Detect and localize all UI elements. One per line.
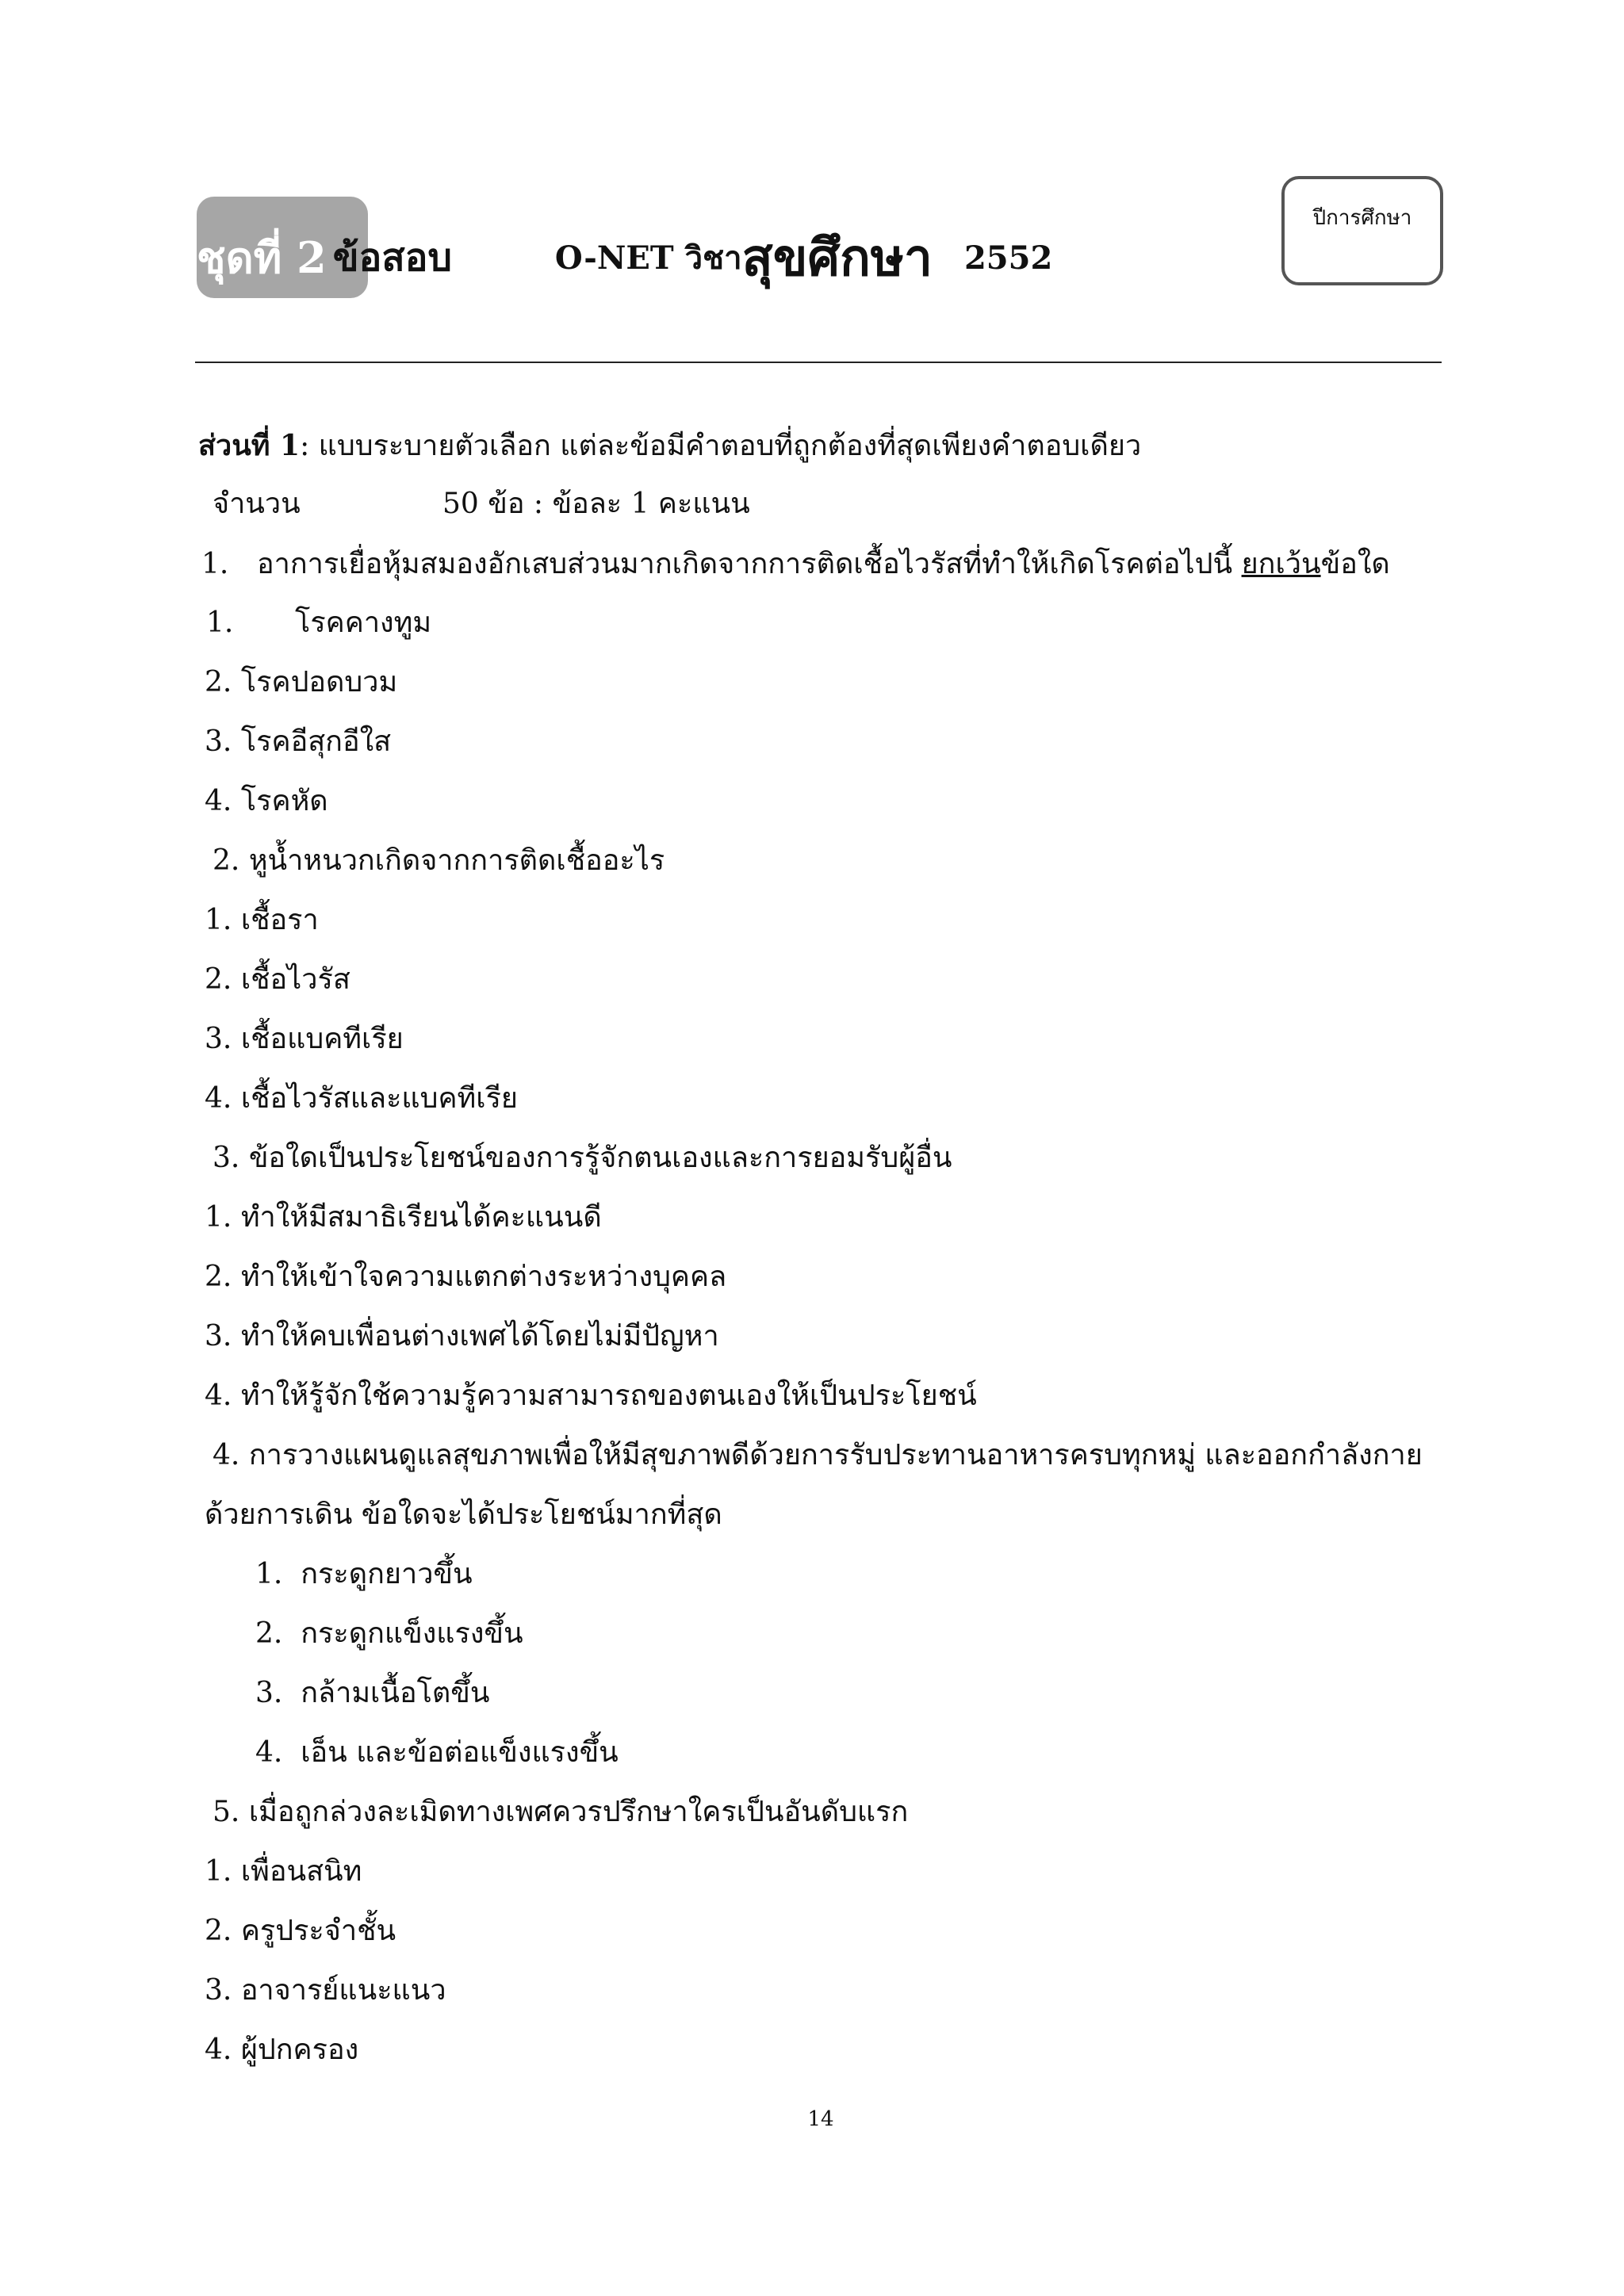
choice-2-1: 1. เชื้อรา <box>205 904 319 936</box>
question-emphasis: ยกเว้น <box>1241 548 1321 580</box>
choice-1-3: 3. โรคอีสุกอีใส <box>205 725 392 758</box>
section-title: ส่วนที่ 1 <box>198 429 301 462</box>
choice-1-4: 4. โรคหัด <box>205 785 328 817</box>
header-divider <box>195 362 1442 363</box>
exam-prefix: O-NET วิชา <box>554 239 742 277</box>
choice-4-3: 3. กล้ามเนื้อโตขึ้น <box>255 1677 490 1709</box>
choice-3-2: 2. ทำให้เข้าใจความแตกต่างระหว่างบุคคล <box>205 1261 727 1293</box>
count-label: จำนวน <box>213 488 301 520</box>
choice-3-3: 3. ทำให้คบเพื่อนต่างเพศได้โดยไม่มีปัญหา <box>205 1320 719 1353</box>
question-number: 1. <box>201 548 229 580</box>
question-3: 3. ข้อใดเป็นประโยชน์ของการรู้จักตนเองและการยอมรับผู้อื่น <box>213 1142 952 1174</box>
choice-4-1: 1. กระดูกยาวขึ้น <box>255 1558 473 1590</box>
choice-1-2: 2. โรคปอดบวม <box>205 666 398 698</box>
choice-2-2: 2. เชื้อไวรัส <box>205 963 350 996</box>
section-heading <box>198 427 1141 465</box>
academic-year-label: ปีการศึกษา <box>1312 206 1412 230</box>
page-number: 14 <box>807 2107 834 2131</box>
exam-header <box>197 214 1052 301</box>
question-5: 5. เมื่อถูกล่วงละเมิดทางเพศควรปรึกษาใครเป็นอันดับแรก <box>213 1796 909 1828</box>
choice-5-1: 1. เพื่อนสนิท <box>205 1855 362 1888</box>
question-1 <box>201 545 1390 584</box>
section-description: : แบบระบายตัวเลือก แต่ละข้อมีคำตอบที่ถูกต้องที่สุดเพียงคำตอบเดียว <box>300 430 1142 462</box>
choice-3-1: 1. ทำให้มีสมาธิเรียนได้คะแนนดี <box>205 1201 602 1234</box>
question-2: 2. หูน้ำหนวกเกิดจากการติดเชื้ออะไร <box>213 844 665 877</box>
choice-4-2: 2. กระดูกแข็งแรงขึ้น <box>255 1617 523 1650</box>
section-count <box>213 485 750 523</box>
choice-1-1: 1. โรคคางทูม <box>206 607 432 639</box>
choice-4-4: 4. เอ็น และข้อต่อแข็งแรงขึ้น <box>255 1736 619 1769</box>
set-word: ข้อสอบ <box>332 235 452 280</box>
choice-5-4: 4. ผู้ปกครอง <box>205 2034 359 2066</box>
choice-5-3: 3. อาจารย์แนะแนว <box>205 1974 446 2007</box>
exam-subject: สุขศึกษา <box>741 228 933 288</box>
count-value: 50 ข้อ : ข้อละ 1 คะแนน <box>442 488 750 520</box>
choice-5-2: 2. ครูประจำชั้น <box>205 1915 396 1947</box>
choice-2-4: 4. เชื้อไวรัสและแบคทีเรีย <box>205 1082 519 1115</box>
choice-3-4: 4. ทำให้รู้จักใช้ความรู้ความสามารถของตนเองให้เป็นประโยชน์ <box>205 1380 977 1412</box>
question-text: อาการเยื่อหุ้มสมองอักเสบส่วนมากเกิดจากการติดเชื้อไวรัสที่ทำให้เกิดโรคต่อไปนี้ ยกเว้นข้อใด <box>257 548 1390 580</box>
set-label: ชุดที่ 2 <box>197 232 327 283</box>
question-4: 4. การวางแผนดูแลสุขภาพเพื่อให้มีสุขภาพดีด้วยการรับประทานอาหารครบทุกหมู่ และออกกำลังกาย <box>213 1439 1423 1471</box>
exam-year: 2552 <box>963 239 1053 277</box>
question-4-continued: ด้วยการเดิน ข้อใดจะได้ประโยชน์มากที่สุด <box>205 1498 722 1531</box>
academic-year-box <box>1281 176 1443 285</box>
choice-2-3: 3. เชื้อแบคทีเรีย <box>205 1023 404 1055</box>
